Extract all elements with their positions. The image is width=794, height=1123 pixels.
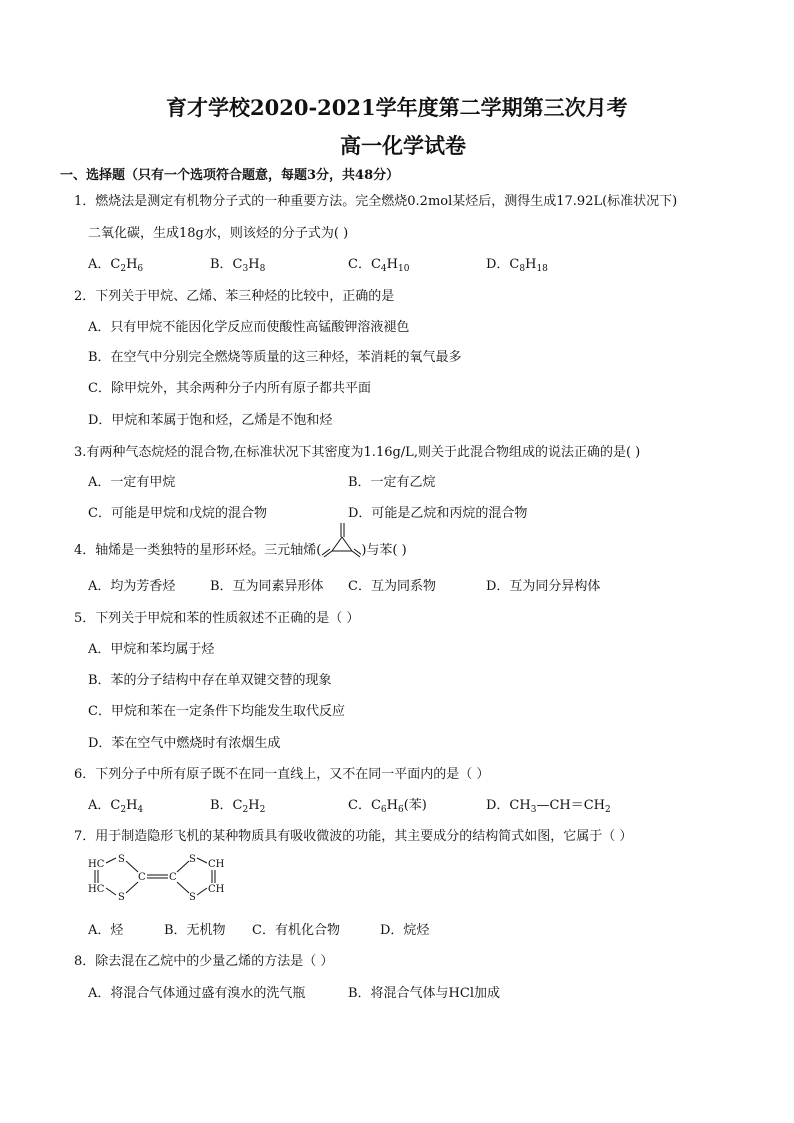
- q7-option-c: C．有机化合物: [252, 923, 340, 938]
- q5-stem: 5．下列关于甲烷和苯的性质叙述不正确的是（ ）: [74, 611, 360, 626]
- q4-stem-pre: 4．轴烯是一类独特的星形环烃。三元轴烯(: [74, 543, 322, 558]
- q1-stem-line2: 二氧化碳，生成18g水，则该烃的分子式为( ): [88, 226, 349, 241]
- q1-option-c: C．$C_4H_{10}$: [348, 257, 410, 274]
- mol-c-2: C: [169, 872, 177, 883]
- ttf-structure: [88, 852, 238, 906]
- q1-option-a: A．$C_2H_6$: [88, 257, 144, 274]
- radialene-structure: [321, 541, 361, 561]
- mol-hc-top: HC: [88, 859, 105, 870]
- q2-option-a: A．只有甲烷不能因化学反应而使酸性高锰酸钾溶液褪色: [88, 320, 410, 335]
- mol-s-3: S: [189, 854, 196, 865]
- q1-option-b: B．$C_3H_8$: [210, 257, 266, 274]
- q8-stem: 8．除去混在乙烷中的少量乙烯的方法是（ ）: [74, 954, 334, 969]
- q1-option-d: D．$C_8H_{18}$: [486, 257, 548, 274]
- q7-option-b: B．无机物: [164, 923, 226, 938]
- q2-option-b: B．在空气中分别完全燃烧等质量的这三种烃，苯消耗的氧气最多: [88, 350, 462, 365]
- q5-option-c: C．甲烷和苯在一定条件下均能发生取代反应: [88, 704, 345, 719]
- section-heading: 一、选择题（只有一个选项符合题意，每题3分，共48分）: [60, 168, 400, 183]
- q7-option-d: D．烷烃: [380, 923, 430, 938]
- q3-option-d: D．可能是乙烷和丙烷的混合物: [348, 506, 528, 521]
- q6-option-b: B．$C_2H_2$: [210, 798, 266, 815]
- q4-option-a: A．均为芳香烃: [88, 579, 176, 594]
- mol-ch-bottom: CH: [208, 884, 225, 895]
- q8-option-a: A．将混合气体通过盛有溴水的洗气瓶: [88, 986, 306, 1001]
- q1-stem-line1: 1．燃烧法是测定有机物分子式的一种重要方法。完全燃烧0.2mol某烃后，测得生成17.92L(标准状况下): [74, 194, 678, 209]
- q5-option-a: A．甲烷和苯均属于烃: [88, 642, 215, 657]
- q4-option-c: C．互为同系物: [348, 579, 436, 594]
- mol-c-1: C: [138, 872, 146, 883]
- q4-stem: [74, 539, 407, 561]
- exam-title: 育才学校2020-2021学年度第二学期第三次月考: [166, 95, 628, 120]
- q3-option-c: C．可能是甲烷和戊烷的混合物: [88, 506, 267, 521]
- q2-stem: 2．下列关于甲烷、乙烯、苯三种烃的比较中，正确的是: [74, 289, 395, 304]
- q6-option-c: C．$C_6H_6$(苯): [348, 798, 427, 815]
- q7-option-a: A．烃: [88, 923, 124, 938]
- mol-ch-top: CH: [208, 859, 225, 870]
- q3-option-b: B．一定有乙烷: [348, 475, 436, 490]
- q6-option-a: A．$C_2H_4$: [88, 798, 144, 815]
- q2-option-c: C．除甲烷外，其余两种分子内所有原子都共平面: [88, 381, 371, 396]
- mol-s-4: S: [189, 892, 196, 902]
- q4-option-b: B．互为同素异形体: [210, 579, 324, 594]
- mol-s-2: S: [118, 892, 125, 902]
- exam-subtitle: 高一化学试卷: [340, 133, 466, 158]
- q6-option-d: D．$CH_3—CH=CH_2$: [486, 798, 611, 815]
- q3-stem: 3.有两种气态烷烃的混合物,在标准状况下其密度为1.16g/L,则关于此混合物组成的说法正确的是( ): [74, 445, 641, 460]
- q5-option-d: D．苯在空气中燃烧时有浓烟生成: [88, 736, 281, 751]
- q8-option-b: B．将混合气体与HCl加成: [348, 986, 500, 1001]
- q6-stem: 6．下列分子中所有原子既不在同一直线上，又不在同一平面内的是（ ）: [74, 767, 490, 782]
- q5-option-b: B．苯的分子结构中存在单双键交替的现象: [88, 673, 332, 688]
- q3-option-a: A．一定有甲烷: [88, 475, 176, 490]
- q4-stem-post: )与苯( ): [361, 543, 407, 558]
- q4-option-d: D．互为同分异构体: [486, 579, 601, 594]
- q7-stem: 7．用于制造隐形飞机的某种物质具有吸收微波的功能，其主要成分的结构简式如图，它属于（ ）: [74, 829, 633, 844]
- mol-hc-bottom: HC: [88, 884, 105, 895]
- mol-s-1: S: [118, 854, 125, 865]
- q2-option-d: D．甲烷和苯属于饱和烃，乙烯是不饱和烃: [88, 413, 333, 428]
